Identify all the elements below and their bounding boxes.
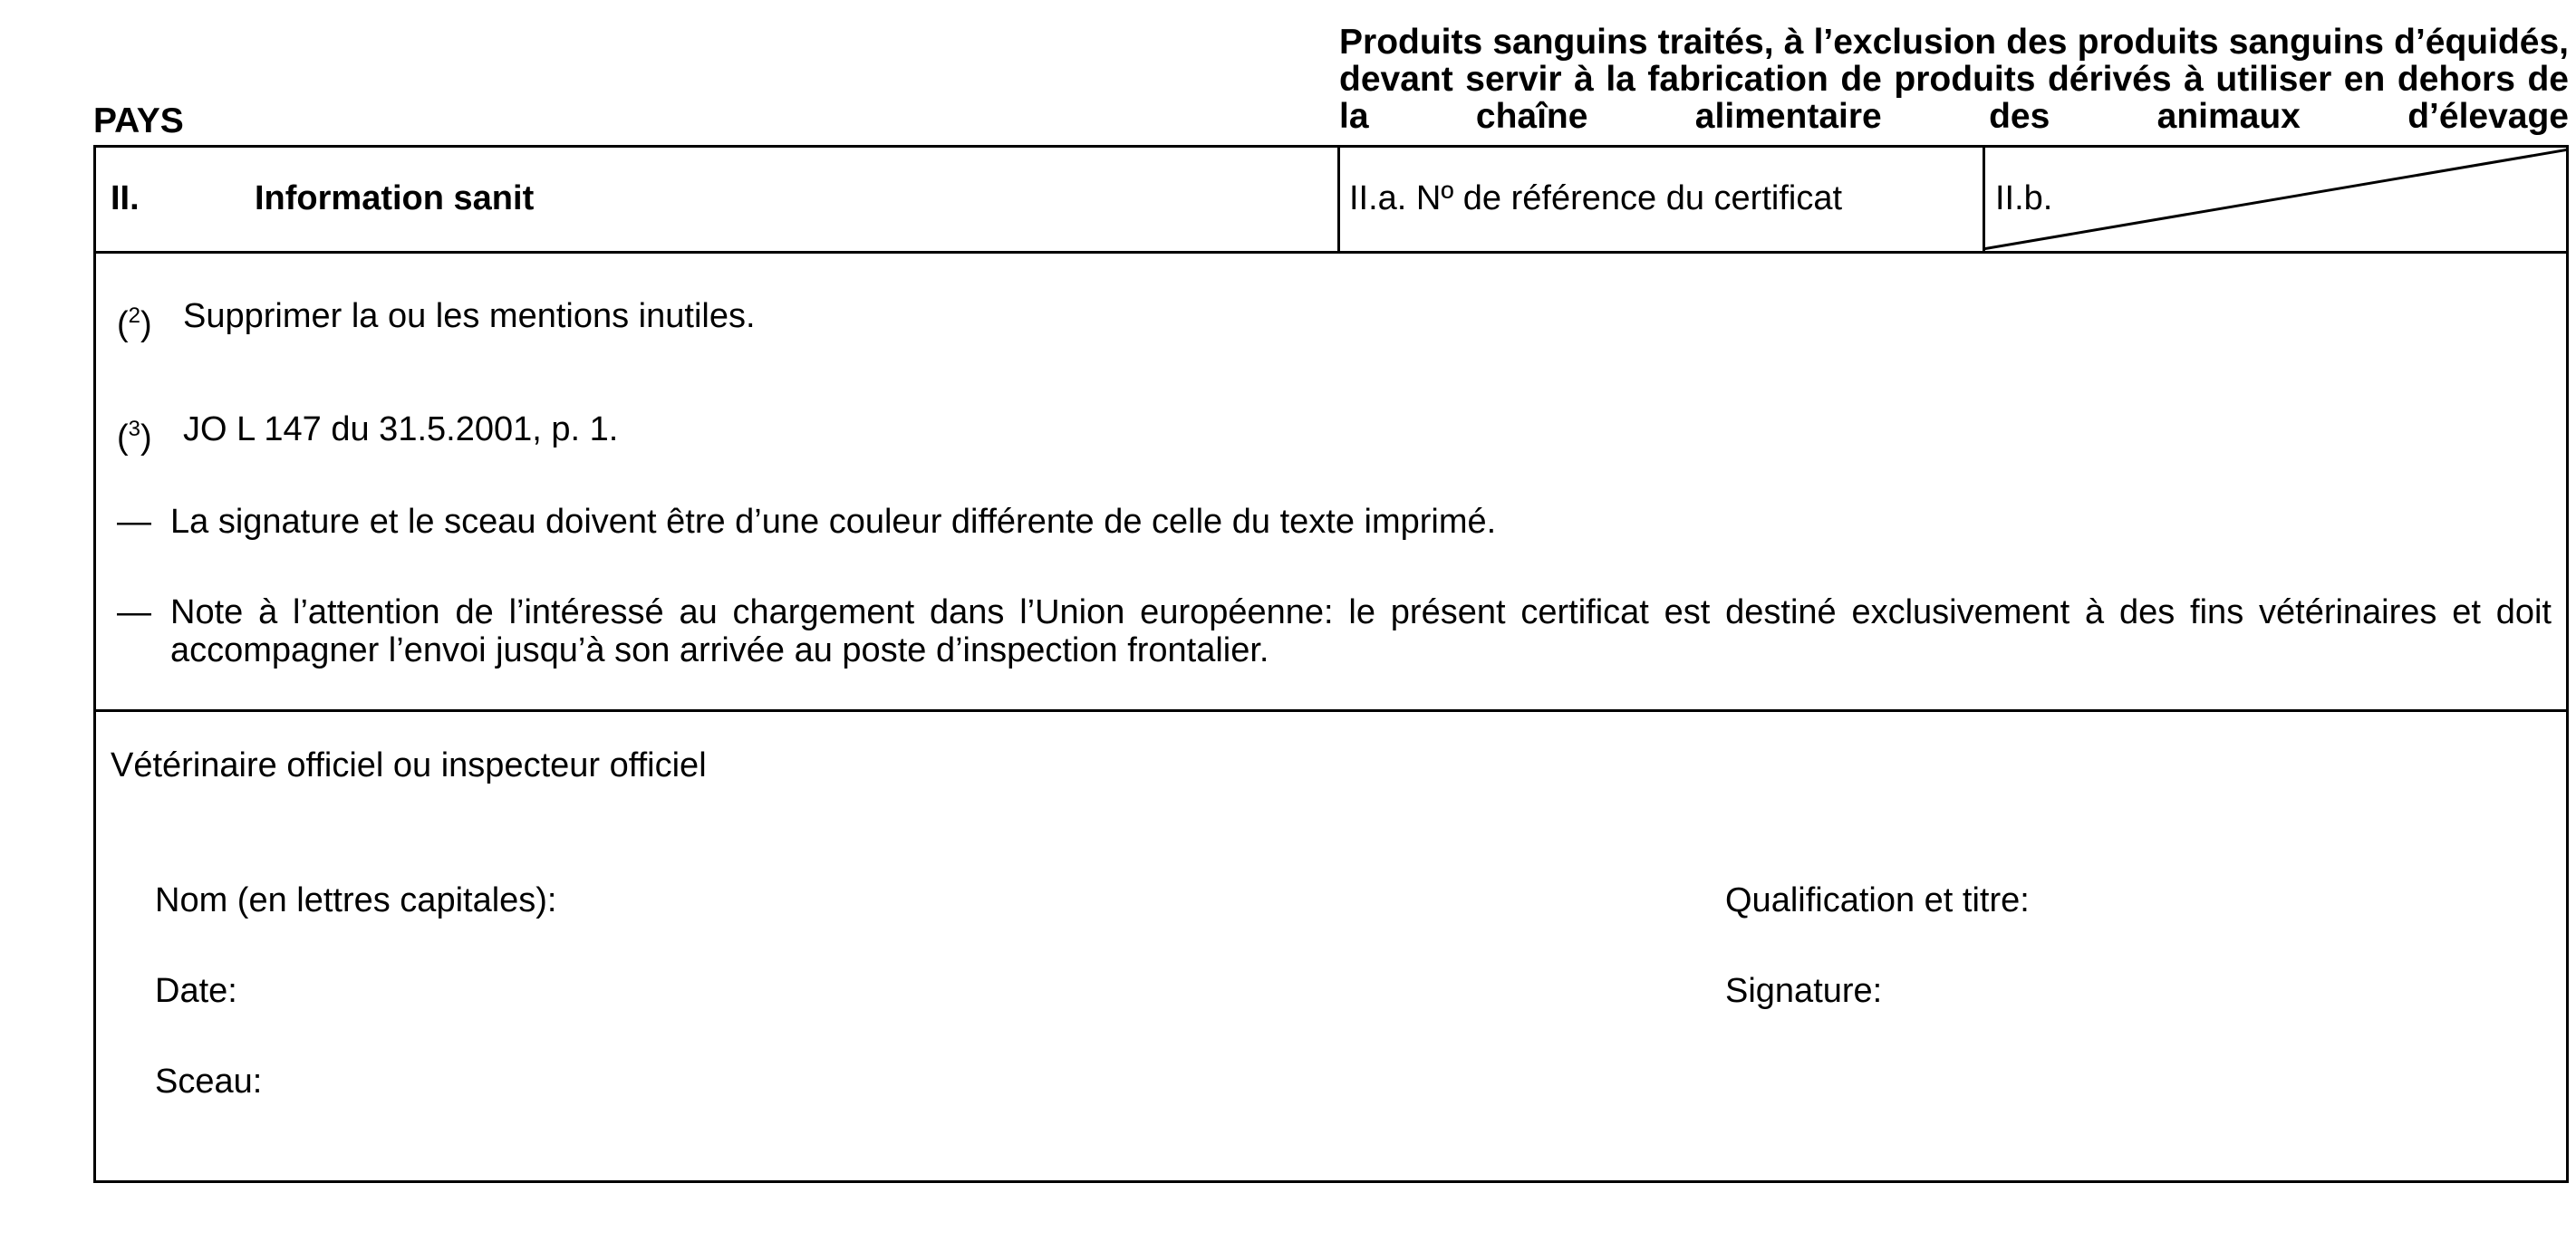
section-title: Information sanit <box>255 179 535 217</box>
section-sub-label: II.b. <box>1995 179 2053 217</box>
name-field-label: Nom (en lettres capitales): <box>155 881 557 919</box>
diagonal-line <box>1983 148 2569 251</box>
remark-text: Note à l’attention de l’intéressé au chargement dans l’Union européenne: le présent certificat est destiné exclusivement à des fins vétérinaires et doit accompagner l’envoi jusqu’à son arrivée au poste d’inspection frontalier. <box>170 593 2552 669</box>
footnote-2-text: Supprimer la ou les mentions inutiles. <box>183 297 756 335</box>
section-number: II. <box>111 179 140 217</box>
header-divider <box>96 251 2566 254</box>
dash-marker: — <box>117 503 151 541</box>
remark-loading-note <box>117 593 2552 669</box>
date-field-label: Date: <box>155 972 237 1010</box>
certificate-reference-label: II.a. Nº de référence du certificat <box>1349 179 1843 217</box>
remark-signature-colour <box>117 503 2552 541</box>
footnote-3-text: JO L 147 du 31.5.2001, p. 1. <box>183 410 619 448</box>
certificate-frame <box>93 145 2569 1183</box>
document-title: Produits sanguins traités, à l’exclusion des produits sanguins d’équidés, devant servir à la fabrication de produits dérivés à utiliser en dehors de la chaîne alimentaire des animaux d’élevage <box>1339 23 2569 136</box>
dash-marker: — <box>117 593 151 631</box>
signature-field-label: Signature: <box>1725 972 1883 1010</box>
remark-text: La signature et le sceau doivent être d’une couleur différente de celle du texte imprimé. <box>170 503 1497 541</box>
signature-section-divider <box>96 709 2566 712</box>
footnote-marker: 3 <box>128 417 141 441</box>
country-label: PAYS <box>93 101 184 140</box>
footnote-3: ($^3$) <box>117 417 152 457</box>
seal-field-label: Sceau: <box>155 1063 263 1101</box>
footnote-marker: 2 <box>128 303 141 328</box>
footnote-2: ($^2$) <box>117 303 152 343</box>
official-veterinarian-heading: Vétérinaire officiel ou inspecteur officiel <box>111 746 707 784</box>
header-column-divider-1 <box>1337 148 1340 251</box>
qualification-field-label: Qualification et titre: <box>1725 881 2030 919</box>
